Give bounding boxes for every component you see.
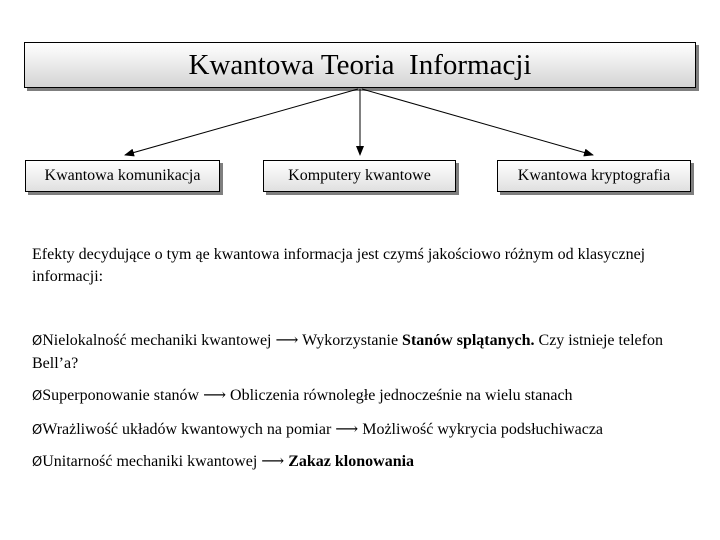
point-effect-bold: Stanów splątanych. [402, 332, 535, 349]
title-box [24, 42, 696, 88]
point-item [32, 330, 692, 375]
point-cause: Superponowanie stanów [42, 387, 200, 404]
point-effect: Możliwość wykrycia podsłuchiwacza [362, 421, 604, 438]
point-cause: Unitarność mechaniki kwantowej [42, 453, 258, 470]
arrow-bullet-icon: Ø [32, 389, 43, 404]
point-cause: Wrażliwość układów kwantowych na pomiar [42, 421, 332, 438]
branch-box-komputery [263, 160, 456, 192]
point-item [32, 419, 712, 442]
point-item [32, 385, 712, 408]
point-item [32, 451, 712, 474]
branch-box-kryptografia [497, 160, 691, 192]
point-cause: Nielokalność mechaniki kwantowej [42, 332, 272, 349]
point-effect: Wykorzystanie [302, 332, 403, 349]
point-arrow-icon: ⟶ [203, 387, 227, 404]
point-effect-bold: Zakaz klonowania [288, 453, 415, 470]
title-text: Kwantowa Teoria Informacji [188, 48, 532, 81]
branch-label: Komputery kwantowe [288, 167, 431, 184]
arrow-bullet-icon: Ø [32, 423, 43, 438]
arrow-bullet-icon: Ø [32, 334, 43, 349]
point-arrow-icon: ⟶ [275, 332, 299, 349]
point-arrow-icon: ⟶ [261, 453, 285, 470]
arrow-bullet-icon: Ø [32, 455, 43, 470]
branch-label: Kwantowa komunikacja [44, 167, 201, 184]
intro-paragraph: Efekty decydujące o tym ąe kwantowa informacja jest czymś jakościowo różnym od klasycznej informacji: [32, 246, 646, 285]
arrow-to-komunikacja [125, 89, 358, 155]
branch-label: Kwantowa kryptografia [517, 167, 671, 184]
arrow-to-kryptografia [362, 89, 593, 155]
branch-box-komunikacja [25, 160, 220, 192]
point-effect-suffix: Czy istnieje telefon Bell’a? [32, 332, 663, 372]
point-effect: Obliczenia równoległe jednocześnie na wielu stanach [230, 387, 573, 404]
point-arrow-icon: ⟶ [335, 421, 359, 438]
